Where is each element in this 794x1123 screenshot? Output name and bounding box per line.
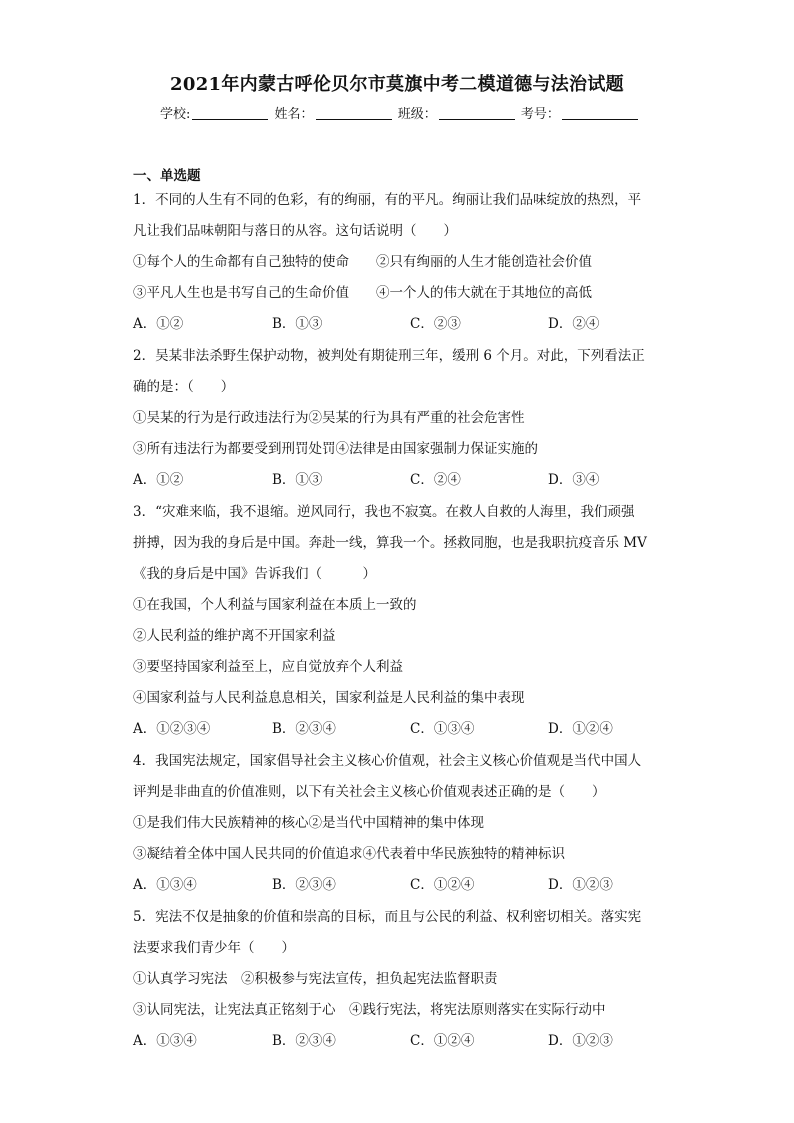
exam-number-label: 考号： xyxy=(520,107,560,122)
school-blank[interactable] xyxy=(192,106,268,120)
question-1-option-c[interactable]: C．②③ xyxy=(410,316,461,332)
question-4-option-c[interactable]: C．①②④ xyxy=(410,877,475,893)
question-4-option-b[interactable]: B．②③④ xyxy=(272,877,336,893)
question-1-line: 1．不同的人生有不同的色彩，有的绚丽，有的平凡。绚丽让我们品味绽放的热烈，平 xyxy=(133,192,642,208)
section-title: 一、单选题 xyxy=(133,168,201,184)
question-4-option-d[interactable]: D．①②③ xyxy=(548,877,613,893)
question-3-option-b[interactable]: B．②③④ xyxy=(272,721,336,737)
question-4-line: 4．我国宪法规定，国家倡导社会主义核心价值观，社会主义核心价值观是当代中国人 xyxy=(133,753,642,769)
question-5-option-d[interactable]: D．①②③ xyxy=(548,1033,613,1049)
question-3-statement: ②人民利益的维护离不开国家利益 xyxy=(133,628,336,644)
question-3-statement: ③要坚持国家利益至上，应自觉放弃个人利益 xyxy=(133,659,403,675)
school-label: 学校: xyxy=(160,107,191,122)
question-1-option-d[interactable]: D．②④ xyxy=(548,316,600,332)
question-5-line: 5．宪法不仅是抽象的价值和崇高的目标，而且与公民的利益、权利密切相关。落实宪 xyxy=(133,909,642,925)
question-1-line: 凡让我们品味朝阳与落日的从容。这句话说明（ ） xyxy=(133,223,457,239)
question-3-statement: ④国家利益与人民利益息息相关，国家利益是人民利益的集中表现 xyxy=(133,690,525,706)
question-2-option-d[interactable]: D．③④ xyxy=(548,472,600,488)
question-5-option-a[interactable]: A．①③④ xyxy=(133,1033,197,1049)
page-title: 2021年内蒙古呼伦贝尔市莫旗中考二模道德与法治试题 xyxy=(170,74,624,95)
question-5-option-b[interactable]: B．②③④ xyxy=(272,1033,336,1049)
question-3-line: 3．“灾难来临，我不退缩。逆风同行，我也不寂寞。在救人自救的人海里，我们顽强 xyxy=(133,504,635,520)
question-2-line: 确的是：（ ） xyxy=(133,379,235,395)
question-1-statement: ③平凡人生也是书写自己的生命价值 ④一个人的伟大就在于其地位的高低 xyxy=(133,285,592,301)
question-4-option-a[interactable]: A．①③④ xyxy=(133,877,197,893)
question-3-option-d[interactable]: D．①②④ xyxy=(548,721,613,737)
student-info-row xyxy=(160,103,640,122)
question-3-statement: ①在我国，个人利益与国家利益在本质上一致的 xyxy=(133,597,417,613)
name-blank[interactable] xyxy=(316,106,392,120)
question-5-statement: ①认真学习宪法 ②积极参与宪法宣传，担负起宪法监督职责 xyxy=(133,971,498,987)
question-5-line: 法要求我们青少年（ ） xyxy=(133,940,295,956)
exam-number-blank[interactable] xyxy=(562,106,638,120)
question-2-option-c[interactable]: C．②④ xyxy=(410,472,461,488)
question-3-option-a[interactable]: A．①②③④ xyxy=(133,721,211,737)
question-3-line: 拼搏，因为我的身后是中国。奔赴一线，算我一个。拯救同胞，也是我职抗疫音乐 MV xyxy=(133,535,647,551)
question-4-statement: ③凝结着全体中国人民共同的价值追求④代表着中华民族独特的精神标识 xyxy=(133,846,565,862)
class-label: 班级： xyxy=(397,107,437,122)
question-4-line: 评判是非曲直的价值准则，以下有关社会主义核心价值观表述正确的是（ ） xyxy=(133,784,606,800)
question-4-statement: ①是我们伟大民族精神的核心②是当代中国精神的集中体现 xyxy=(133,815,484,831)
question-3-option-c[interactable]: C．①③④ xyxy=(410,721,475,737)
question-1-option-b[interactable]: B．①③ xyxy=(272,316,323,332)
class-blank[interactable] xyxy=(439,106,515,120)
question-2-statement: ①吴某的行为是行政违法行为②吴某的行为具有严重的社会危害性 xyxy=(133,410,525,426)
question-2-statement: ③所有违法行为都要受到刑罚处罚④法律是由国家强制力保证实施的 xyxy=(133,441,538,457)
question-5-option-c[interactable]: C．①②④ xyxy=(410,1033,475,1049)
question-2-option-a[interactable]: A．①② xyxy=(133,472,184,488)
question-5-statement: ③认同宪法，让宪法真正铭刻于心 ④践行宪法，将宪法原则落实在实际行动中 xyxy=(133,1002,606,1018)
name-label: 姓名： xyxy=(274,107,314,122)
question-1-option-a[interactable]: A．①② xyxy=(133,316,184,332)
question-2-line: 2．吴某非法杀野生保护动物，被判处有期徒刑三年，缓刑 6 个月。对此，下列看法正 xyxy=(133,348,645,364)
question-2-option-b[interactable]: B．①③ xyxy=(272,472,323,488)
question-3-line: 《我的身后是中国》告诉我们（ ） xyxy=(133,566,376,582)
question-1-statement: ①每个人的生命都有自己独特的使命 ②只有绚丽的人生才能创造社会价值 xyxy=(133,254,592,270)
